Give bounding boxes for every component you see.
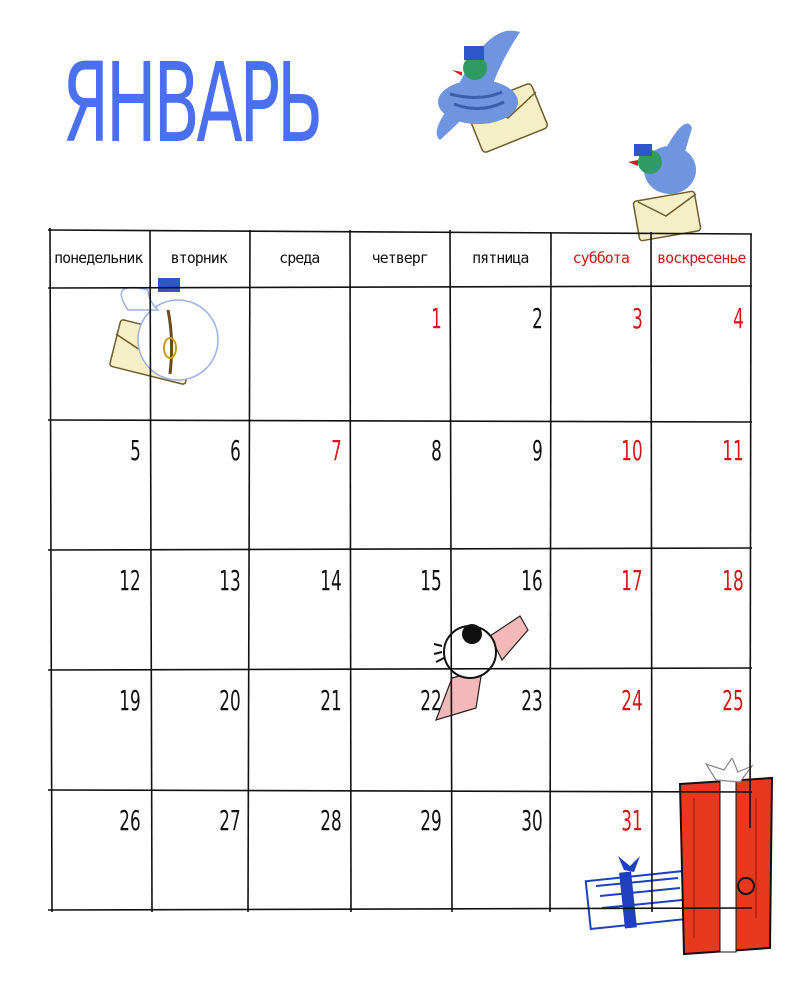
day-cell[interactable] — [551, 550, 652, 670]
weekday-header-1: вторник — [170, 249, 227, 267]
day-number: 22 — [420, 684, 442, 717]
day-number: 16 — [521, 564, 543, 597]
day-cell[interactable] — [149, 670, 250, 790]
day-cell[interactable] — [149, 420, 250, 550]
day-number: 17 — [621, 564, 643, 597]
weekday-header-5: суббота — [572, 249, 629, 267]
day-cell[interactable] — [551, 790, 652, 910]
day-number: 12 — [119, 564, 141, 597]
day-cell[interactable] — [551, 288, 652, 420]
day-cell[interactable] — [350, 288, 451, 420]
day-cell[interactable] — [350, 790, 451, 910]
day-number: 15 — [420, 564, 442, 597]
day-number: 27 — [219, 804, 241, 837]
day-number: 2 — [531, 302, 543, 335]
day-cell[interactable] — [350, 420, 451, 550]
bird-with-letter-icon — [420, 22, 560, 162]
day-number: 6 — [230, 434, 241, 467]
day-number: 8 — [431, 434, 442, 467]
day-cell[interactable] — [651, 288, 752, 420]
month-title: ЯНВАРЬ — [62, 39, 320, 167]
day-number: 10 — [621, 434, 643, 467]
day-cell[interactable] — [149, 288, 250, 420]
day-number: 3 — [632, 302, 643, 335]
day-cell[interactable] — [450, 550, 551, 670]
day-cell[interactable] — [651, 790, 752, 910]
day-cell[interactable] — [551, 670, 652, 790]
day-cell[interactable] — [48, 420, 149, 550]
day-number: 9 — [531, 434, 543, 467]
day-number: 1 — [431, 302, 442, 335]
weekday-header-6: воскресенье — [657, 249, 746, 267]
day-cell[interactable] — [450, 670, 551, 790]
day-number: 11 — [722, 434, 744, 467]
calendar-grid — [48, 228, 752, 912]
day-cell[interactable] — [48, 790, 149, 910]
day-number: 26 — [119, 804, 141, 837]
weekday-header-4: пятница — [472, 249, 529, 267]
day-number: 4 — [732, 302, 744, 335]
day-cell[interactable] — [350, 670, 451, 790]
day-cell[interactable] — [651, 420, 752, 550]
day-cell[interactable] — [450, 790, 551, 910]
day-number: 31 — [621, 804, 643, 837]
day-number: 5 — [129, 434, 141, 467]
day-cell[interactable] — [48, 550, 149, 670]
weekday-header-3: четверг — [371, 249, 428, 267]
day-cell[interactable] — [249, 420, 350, 550]
weekday-header-0: понедельник — [54, 249, 143, 267]
day-number: 18 — [722, 564, 744, 597]
day-number: 7 — [330, 434, 342, 467]
day-number: 21 — [320, 684, 342, 717]
day-number: 30 — [521, 804, 543, 837]
day-cell[interactable] — [149, 790, 250, 910]
day-number: 24 — [621, 684, 643, 717]
day-cell[interactable] — [249, 670, 350, 790]
day-cell[interactable] — [551, 420, 652, 550]
day-cell[interactable] — [48, 288, 149, 420]
day-number: 23 — [521, 684, 543, 717]
day-cell[interactable] — [651, 670, 752, 790]
day-number: 25 — [722, 684, 744, 717]
day-cell[interactable] — [48, 670, 149, 790]
weekday-header-2: среда — [279, 249, 320, 267]
day-cell[interactable] — [249, 288, 350, 420]
day-number: 29 — [420, 804, 442, 837]
day-cell[interactable] — [149, 550, 250, 670]
day-number: 19 — [119, 684, 141, 717]
day-number: 28 — [320, 804, 342, 837]
day-cell[interactable] — [450, 288, 551, 420]
day-cell[interactable] — [651, 550, 752, 670]
day-number: 13 — [219, 564, 241, 597]
day-cell[interactable] — [450, 420, 551, 550]
day-cell[interactable] — [249, 550, 350, 670]
day-number: 14 — [320, 564, 342, 597]
day-number: 20 — [219, 684, 241, 717]
day-cell[interactable] — [350, 550, 451, 670]
day-cell[interactable] — [249, 790, 350, 910]
